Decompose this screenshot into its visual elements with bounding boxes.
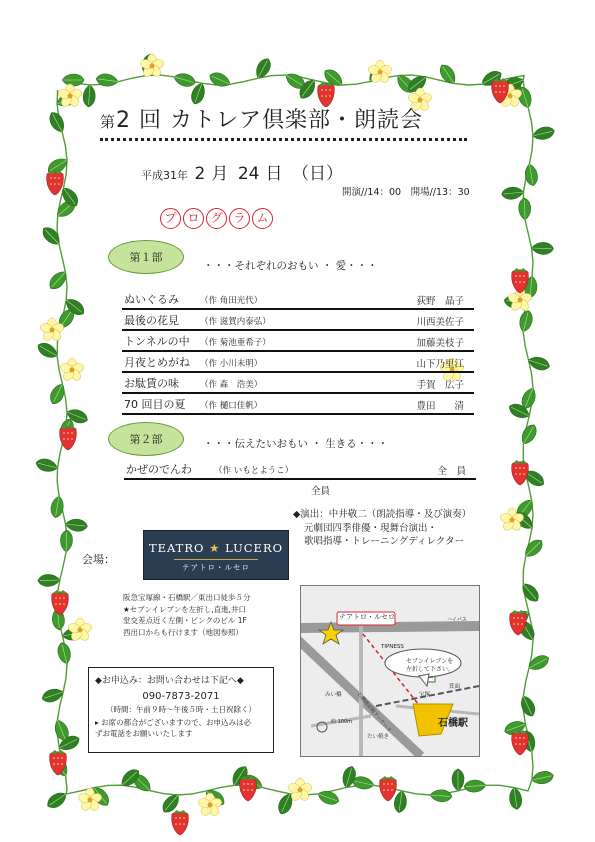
reading-author: （作 小川未明）	[200, 359, 263, 369]
leaf-icon	[523, 163, 539, 187]
reading-author: （作 滋賀内泰弘）	[200, 317, 271, 327]
part2-label: 第２部	[129, 433, 163, 446]
leaf-icon	[508, 787, 523, 810]
part1-theme: ・・・それぞれのおもい ・ 愛・・・	[203, 260, 378, 272]
leaf-icon	[47, 110, 68, 135]
leaf-icon	[207, 70, 232, 90]
map-station-label: 石橋駅	[438, 718, 468, 729]
logo-divider	[174, 559, 258, 560]
reading-title: 最後の花見	[124, 314, 179, 327]
program-heading	[160, 208, 273, 229]
date-day-unit: 日	[265, 164, 283, 184]
phone-hours: （時間：午前９時～午後５時・土日祝除く）	[106, 705, 256, 714]
map-venue-label: テアトロ・ルセロ	[339, 613, 395, 621]
list-item	[122, 394, 474, 415]
event-date	[141, 159, 346, 184]
leaf-icon	[44, 789, 69, 811]
list-item	[122, 310, 474, 331]
director-info	[293, 508, 471, 549]
access-line: 西出口からも行けます（地図参照）	[123, 627, 243, 637]
map-mino-label: 箕面	[449, 684, 461, 690]
title-number: 2	[116, 108, 132, 133]
leaf-icon	[532, 125, 556, 142]
list-item	[122, 373, 474, 394]
strawberry-icon	[240, 776, 257, 801]
leaf-icon	[531, 242, 553, 255]
list-item	[122, 352, 474, 373]
map-miibashi-label: みい橋	[325, 692, 342, 698]
reading-author: （作 いもとようこ）	[214, 466, 294, 476]
leaf-icon	[518, 198, 531, 220]
leaf-icon	[430, 789, 453, 803]
map-scale-label: 約 100m	[331, 719, 353, 725]
director-line: ◆演出：中井敬二（朗読指導・及び演奏）	[293, 509, 472, 520]
application-note	[95, 718, 267, 739]
list-item	[124, 459, 476, 480]
leaf-icon	[464, 779, 487, 793]
access-directions	[123, 592, 251, 638]
access-line: 阪急宝塚線・石橋駅／東出口徒歩５分	[123, 593, 251, 602]
program-char: ム	[252, 208, 273, 229]
access-map	[300, 585, 480, 757]
part2-theme: ・・・伝えたいおもい ・ 生きる・・・	[203, 438, 389, 450]
reading-title: 月夜とめがね	[124, 356, 190, 369]
reading-title: トンネルの中	[124, 335, 190, 348]
reading-author: （作 菊池亜希子）	[200, 338, 271, 348]
strawberry-icon	[172, 810, 189, 835]
program-char: プ	[160, 208, 181, 229]
leaf-icon	[95, 73, 118, 88]
reader-name: 加藤美枝子	[416, 338, 464, 349]
map-highway-label: ハイパス	[447, 617, 467, 623]
map-tipness-label: TIPNESS	[381, 644, 404, 650]
leaf-icon	[393, 790, 408, 813]
date-era: 平成	[141, 169, 163, 182]
reader-name: 荻野 晶子	[416, 296, 464, 307]
leaf-icon	[49, 495, 65, 519]
strawberry-icon	[512, 460, 529, 485]
date-year: 31	[163, 169, 177, 182]
date-month: 2	[194, 164, 206, 184]
reading-title: かぜのでんわ	[126, 463, 192, 476]
leaf-icon	[501, 186, 524, 200]
reading-author: （作 角田光代）	[200, 296, 263, 306]
leaf-icon	[38, 574, 60, 587]
program-char: ロ	[183, 208, 204, 229]
part2-reading	[124, 459, 476, 480]
date-month-unit: 月	[211, 164, 229, 184]
reader-name: 豊田 清	[416, 401, 464, 412]
leaf-icon	[531, 770, 555, 786]
list-item	[122, 331, 474, 352]
reading-author: （作 森 浩美）	[200, 380, 263, 390]
flower-icon	[59, 358, 85, 382]
strawberry-icon	[380, 776, 397, 801]
note-line: ▸ お席の都合がございますので、お申込みは必	[95, 718, 251, 727]
logo-subtitle: テアトロ・ルセロ	[182, 563, 250, 572]
list-item	[122, 289, 474, 310]
access-line: ★セブンイレブンを左折し,直進,井口	[123, 604, 247, 614]
application-box	[88, 667, 274, 753]
star-icon: ★	[209, 541, 221, 555]
leaf-icon	[172, 71, 196, 89]
leaf-icon	[62, 74, 84, 86]
leaf-icon	[518, 694, 538, 719]
title-prefix: 第	[100, 113, 117, 131]
strawberry-icon	[47, 170, 64, 195]
leaf-icon	[60, 530, 73, 552]
note-line: ずお電話をお願いいたします	[95, 728, 193, 738]
leaf-icon	[35, 457, 59, 474]
map-takarazuka-label: 宝塚	[419, 692, 431, 698]
leaf-icon	[452, 769, 464, 791]
leaf-icon	[56, 641, 73, 665]
part2-all-readers: 全員	[311, 486, 331, 497]
director-line: 歌唱指導・トレーニングディレクター	[304, 536, 465, 547]
program-char: グ	[206, 208, 227, 229]
map-taiyaki-label: たい焼き	[367, 734, 390, 740]
venue-label: 会場：	[82, 553, 115, 566]
leaf-icon	[65, 518, 88, 532]
part1-reading-list	[122, 289, 474, 415]
reading-author: （作 樋口佳帆）	[200, 401, 263, 411]
leaf-icon	[35, 340, 60, 361]
part1-label: 第１部	[129, 251, 163, 264]
date-day: 24	[237, 164, 260, 184]
venue-logo	[143, 530, 289, 580]
application-heading: ◆お申込み：お問い合わせは下記へ◆	[95, 676, 244, 686]
date-weekday: （日）	[291, 164, 343, 184]
leaf-icon	[519, 580, 542, 605]
director-line: 元劇団四季俳優・現舞台演出・	[304, 522, 438, 534]
leaf-icon	[518, 422, 539, 447]
reader-name: 全 員	[437, 466, 466, 477]
logo-word-right: LUCERO	[225, 541, 284, 555]
part2-badge	[108, 422, 184, 456]
page-title	[100, 103, 500, 134]
map-arcade-label: 石橋商店街アーケード	[355, 691, 393, 734]
phone-number[interactable]: 090-7873-2071	[142, 691, 220, 702]
date-year-unit: 年	[177, 169, 188, 182]
title-text: 回 カトレア倶楽部・朗読会	[139, 108, 424, 133]
map-bubble-line2: 左折して下さい。	[406, 666, 455, 673]
title-underline	[100, 134, 467, 141]
logo-word-left: TEATRO	[148, 541, 205, 555]
part1-badge	[108, 240, 184, 274]
event-times: 開演//14：00 開場//13：30	[342, 187, 470, 198]
map-bubble-line1: セブンイレブンを	[406, 658, 454, 665]
reader-name: 川西美佐子	[416, 317, 464, 328]
reading-title: 70 回目の夏	[124, 398, 186, 411]
access-line: 堂交差点近く左側・ピンクのビル 1F	[123, 616, 247, 625]
reading-title: お駄賃の味	[124, 377, 179, 390]
reader-name: 山下乃里江	[416, 359, 464, 370]
logo-text	[144, 541, 288, 555]
reading-title: ぬいぐるみ	[124, 293, 179, 306]
program-char: ラ	[229, 208, 250, 229]
reader-name: 手賀 広子	[416, 380, 464, 391]
strawberry-icon	[512, 730, 529, 755]
leaf-icon	[517, 309, 534, 333]
leaf-icon	[82, 85, 96, 108]
